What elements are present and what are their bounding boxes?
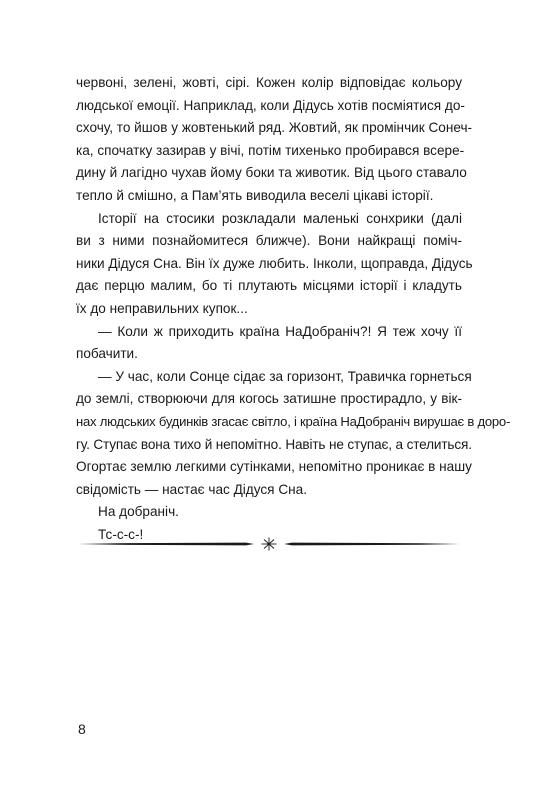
page-number: 8 <box>78 721 86 737</box>
text-line: до землі, створюючи для когось затишне простирадло, у вік- <box>76 391 462 407</box>
text-line: гу. Ступає вона тихо й непомітно. Навіть не ступає, а стелиться. <box>76 436 472 452</box>
text-line: — У час, коли Сонце сідає за горизонт, Травичка горнеться <box>98 368 472 384</box>
divider-line-right <box>284 543 460 546</box>
paragraph-question <box>76 321 462 366</box>
body-text <box>76 72 511 546</box>
text-line: побачити. <box>76 346 138 362</box>
ornamental-divider <box>78 537 460 551</box>
text-line: схочу, то йшов у жовтенький ряд. Жовтий, як промінчик Сонеч- <box>76 120 473 136</box>
text-line: ви з ними познайомитеся ближче). Вони найкращі поміч- <box>76 233 462 249</box>
star-ornament-icon <box>262 538 277 551</box>
text-line: дає перцю малим, бо ті плутають місцями історії і кладуть <box>76 278 462 294</box>
text-line: нах людських будинків згасає світло, і країна НаДобраніч вирушає в доро- <box>76 413 511 429</box>
text-line: червоні, зелені, жовті, сірі. Кожен колір відповідає кольору <box>76 75 462 90</box>
paragraph-answer <box>76 366 511 502</box>
paragraph-colors <box>76 72 473 208</box>
text-line: На добраніч. <box>98 504 179 520</box>
text-line: — Коли ж приходить країна НаДобраніч?! Я теж хочу її <box>98 323 462 339</box>
text-line: свідомість — настає час Дідуся Сна. <box>76 481 307 497</box>
paragraph-sonkhryky <box>76 208 473 321</box>
divider-line-left <box>78 543 254 546</box>
text-line: дину й лагідно чухав йому боки та животик. Від цього ставало <box>76 165 467 181</box>
text-line: Історії на стосики розкладали маленькі сонхрики (далі <box>98 210 462 226</box>
text-line: тепло й смішно, а Пам’ять виводила веселі цікаві історії. <box>76 187 434 203</box>
text-line: Тс-с-с-! <box>98 526 144 542</box>
text-line: ка, спочатку зазирав у вічі, потім тихенько пробирався всере- <box>76 142 465 158</box>
text-line: Огортає землю легкими сутінками, непомітно проникає в нашу <box>76 459 472 475</box>
paragraph-goodnight <box>76 501 462 524</box>
text-line: людської емоції. Наприклад, коли Дідусь хотів посміятися до- <box>76 97 465 113</box>
text-line: ники Дідуся Сна. Він їх дуже любить. Інколи, щоправда, Дідусь <box>76 255 473 271</box>
text-line: їх до неправильних купок... <box>76 300 248 316</box>
